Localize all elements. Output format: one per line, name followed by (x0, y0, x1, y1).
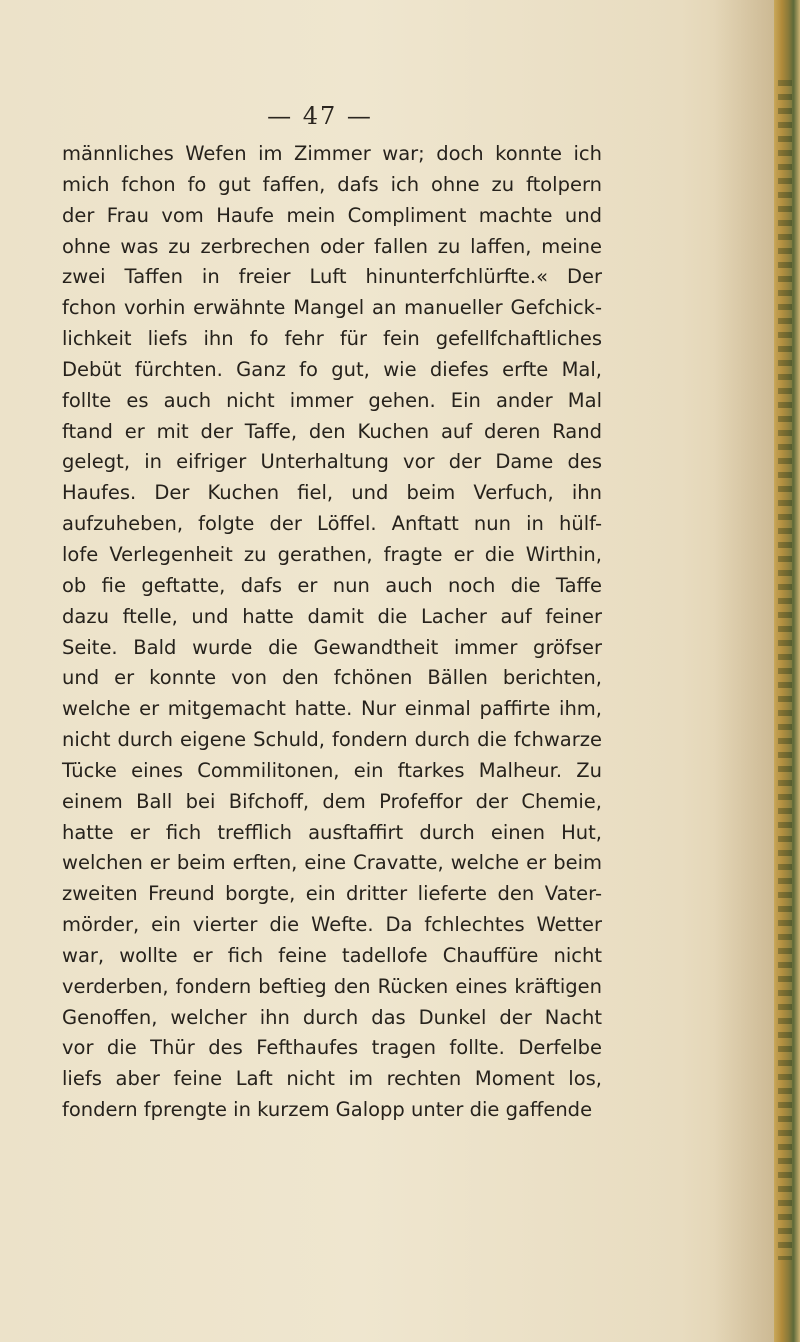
text-line: zwei Taffen in freier Luft hinunterfchlürfte.« Der (62, 265, 602, 289)
text-line: Tücke eines Commilitonen, ein ftarkes Malheur. Zu (62, 758, 602, 782)
text-line: aufzuheben, folgte der Löffel. Anftatt nun in hülf- (62, 512, 602, 536)
text-line: lofe Verlegenheit zu gerathen, fragte er die Wirthin, (62, 542, 602, 566)
text-line: und er konnte von den fchönen Bällen berichten, (62, 666, 602, 690)
text-line: war, wollte er fich feine tadellofe Chauffüre nicht (62, 943, 602, 967)
text-line: ohne was zu zerbrechen oder fallen zu laffen, meine (62, 234, 602, 258)
text-line: fondern fprengte in kurzem Galopp unter die gaffende (62, 1098, 593, 1122)
text-line: follte es auch nicht immer gehen. Ein ander Mal (62, 388, 602, 412)
page-number: — 47 — (267, 102, 373, 130)
text-line: hatte er fich trefflich ausftaffirt durch einen Hut, (62, 820, 602, 844)
text-line: fchon vorhin erwähnte Mangel an manueller Gefchick- (62, 296, 602, 320)
text-line: ob fie geftatte, dafs er nun auch noch die Taffe (62, 573, 602, 597)
text-line: Debüt fürchten. Ganz fo gut, wie diefes erfte Mal, (62, 357, 602, 381)
text-line: verderben, fondern beftieg den Rücken eines kräftigen (62, 974, 602, 998)
text-line: nicht durch eigene Schuld, fondern durch die fchwarze (62, 728, 602, 752)
text-line: einem Ball bei Bifchoff, dem Profeffor der Chemie, (62, 789, 602, 813)
text-line: Genoffen, welcher ihn durch das Dunkel der Nacht (62, 1005, 602, 1029)
text-line: mich fchon fo gut faffen, dafs ich ohne zu ftolpern (62, 172, 602, 196)
gutter-shadow (714, 0, 774, 1342)
text-line: der Frau vom Haufe mein Compliment machte und (62, 203, 602, 227)
text-line: dazu ftelle, und hatte damit die Lacher auf feiner (62, 604, 602, 628)
text-line: ftand er mit der Taffe, den Kuchen auf deren Rand (62, 419, 602, 443)
text-line: zweiten Freund borgte, ein dritter lieferte den Vater- (62, 882, 602, 906)
text-line: mörder, ein vierter die Wefte. Da fchlechtes Wetter (62, 913, 602, 937)
text-line: Haufes. Der Kuchen fiel, und beim Verfuch, ihn (62, 481, 602, 505)
text-line: vor die Thür des Fefthaufes tragen follte. Derfelbe (62, 1036, 602, 1060)
text-line: männliches Wefen im Zimmer war; doch konnte ich (62, 142, 602, 165)
body-text (62, 139, 602, 1126)
text-line: welchen er beim erften, eine Cravatte, welche er beim (62, 851, 602, 875)
text-line: gelegt, in eifriger Unterhaltung vor der Dame des (62, 450, 602, 474)
text-line: lichkeit liefs ihn fo fehr für fein gefellfchaftliches (62, 327, 602, 351)
page-edge (774, 0, 800, 1342)
text-line: liefs aber feine Laft nicht im rechten Moment los, (62, 1067, 602, 1091)
text-line: welche er mitgemacht hatte. Nur einmal paffirte ihm, (62, 697, 602, 721)
text-line: Seite. Bald wurde die Gewandtheit immer gröfser (62, 635, 602, 659)
